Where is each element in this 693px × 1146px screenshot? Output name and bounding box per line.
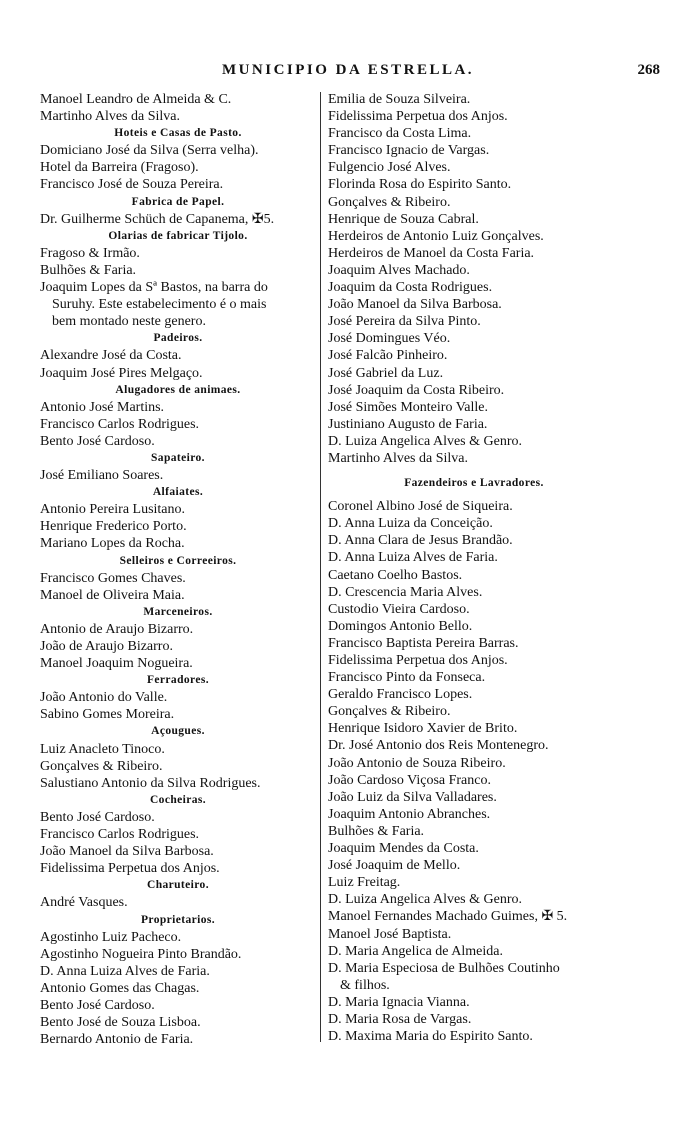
list-item: Agostinho Luiz Pacheco.	[40, 929, 182, 945]
page-title: MUNICIPIO DA ESTRELLA.	[221, 62, 475, 78]
list-item: Joaquim José Pires Melgaço.	[40, 365, 203, 381]
list-item-continuation: bem montado neste genero.	[52, 314, 206, 330]
list-item: José Joaquim de Mello.	[328, 858, 461, 874]
list-item: Henrique de Souza Cabral.	[328, 211, 479, 227]
list-item: Geraldo Francisco Lopes.	[328, 687, 473, 703]
list-item: José Gabriel da Luz.	[328, 365, 444, 381]
list-item: Fidelissima Perpetua dos Anjos.	[40, 861, 220, 877]
list-item: José Emiliano Soares.	[40, 468, 164, 484]
section-heading: Proprietarios.	[140, 913, 216, 926]
left-column	[36, 91, 320, 1048]
list-item-continuation: & filhos.	[340, 977, 390, 993]
list-item: João Luiz da Silva Valladares.	[328, 789, 497, 805]
list-item: Antonio de Araujo Bizarro.	[40, 621, 194, 637]
list-item: José Simões Monteiro Valle.	[328, 399, 488, 415]
list-item: João Manoel da Silva Barbosa.	[328, 297, 502, 313]
list-item: João Antonio do Valle.	[40, 690, 168, 706]
list-item: Dr. Guilherme Schüch de Capanema, ✠5.	[40, 211, 275, 227]
list-item: D. Luiza Angelica Alves & Genro.	[328, 433, 523, 449]
list-item: Salustiano Antonio da Silva Rodrigues.	[40, 775, 261, 791]
list-item: D. Luiza Angelica Alves & Genro.	[328, 892, 523, 908]
list-item: Bento José de Souza Lisboa.	[40, 1015, 201, 1031]
page-header	[36, 62, 660, 84]
section-heading: Açougues.	[151, 725, 205, 738]
list-item: Bento José Cardoso.	[40, 809, 155, 825]
list-item: João Manoel da Silva Barbosa.	[40, 844, 214, 860]
list-item: Hotel da Barreira (Fragoso).	[40, 160, 199, 176]
list-item-continuation: Suruhy. Este estabelecimento é o mais	[52, 297, 267, 313]
list-item: Emilia de Souza Silveira.	[328, 92, 471, 107]
list-item: Joaquim Lopes da Sª Bastos, na barra do	[40, 280, 268, 296]
section-heading: Fazendeiros e Lavradores.	[404, 477, 544, 490]
list-item: Luiz Anacleto Tinoco.	[40, 741, 165, 757]
list-item: D. Maria Angelica de Almeida.	[328, 943, 503, 959]
list-item: Florinda Rosa do Espirito Santo.	[328, 177, 512, 193]
list-item: Manoel de Oliveira Maia.	[40, 587, 185, 603]
list-item: Antonio José Martins.	[40, 399, 165, 415]
section-heading: Fabrica de Papel.	[131, 195, 225, 208]
list-item: Francisco Carlos Rodrigues.	[40, 416, 200, 432]
list-item: Henrique Frederico Porto.	[40, 519, 187, 535]
list-item: Joaquim da Costa Rodrigues.	[328, 280, 493, 296]
list-item: Luiz Freitag.	[328, 875, 401, 891]
section-heading: Alugadores de animaes.	[115, 383, 241, 396]
list-item: Agostinho Nogueira Pinto Brandão.	[40, 946, 242, 962]
list-item: Bento José Cardoso.	[40, 433, 155, 449]
list-item: Fragoso & Irmão.	[40, 245, 140, 261]
list-item: José Domingues Véo.	[328, 331, 451, 347]
list-item: Bernardo Antonio de Faria.	[40, 1032, 194, 1048]
list-item: Gonçalves & Ribeiro.	[328, 704, 451, 720]
list-item: Gonçalves & Ribeiro.	[328, 194, 451, 210]
section-heading: Alfaiates.	[152, 486, 204, 499]
section-heading: Charuteiro.	[146, 879, 209, 892]
list-item: Manoel Leandro de Almeida & C.	[40, 92, 232, 107]
list-item: André Vasques.	[40, 895, 128, 911]
list-item: José Falcão Pinheiro.	[328, 348, 448, 364]
list-item: Martinho Alves da Silva.	[40, 109, 180, 125]
list-item: Bulhões & Faria.	[328, 823, 425, 839]
section-heading: Cocheiras.	[149, 793, 207, 806]
list-item: Bento José Cardoso.	[40, 997, 155, 1013]
list-item: Custodio Vieira Cardoso.	[328, 601, 470, 617]
list-item: Gonçalves & Ribeiro.	[40, 758, 163, 774]
list-item: Dr. José Antonio dos Reis Montenegro.	[328, 738, 549, 754]
list-item: D. Anna Luiza Alves de Faria.	[328, 550, 498, 566]
list-item: Sabino Gomes Moreira.	[40, 707, 175, 723]
list-item: Manoel Joaquim Nogueira.	[40, 656, 193, 672]
list-item: Fidelissima Perpetua dos Anjos.	[328, 653, 508, 668]
list-item: José Joaquim da Costa Ribeiro.	[328, 382, 505, 398]
list-item: D. Anna Clara de Jesus Brandão.	[328, 533, 513, 549]
list-item: João de Araujo Bizarro.	[40, 639, 173, 654]
list-item: João Antonio de Souza Ribeiro.	[328, 755, 506, 771]
list-item: José Pereira da Silva Pinto.	[328, 314, 481, 330]
section-heading: Hoteis e Casas de Pasto.	[114, 127, 242, 140]
list-item: Alexandre José da Costa.	[40, 348, 182, 364]
list-item: Francisco Pinto da Fonseca.	[328, 670, 486, 686]
list-item: D. Maria Rosa de Vargas.	[328, 1011, 472, 1027]
list-item: Francisco Baptista Pereira Barras.	[328, 635, 519, 651]
list-item: Francisco Gomes Chaves.	[40, 570, 186, 586]
list-item: Fulgencio José Alves.	[328, 160, 451, 176]
list-item: Domiciano José da Silva (Serra velha).	[40, 143, 259, 159]
list-item: Bulhões & Faria.	[40, 262, 137, 278]
section-heading: Marceneiros.	[143, 605, 213, 618]
list-item: Manoel Fernandes Machado Guimes, ✠ 5.	[328, 909, 568, 925]
list-item: Fidelissima Perpetua dos Anjos.	[328, 109, 508, 125]
list-item: Coronel Albino José de Siqueira.	[328, 499, 513, 515]
list-item: D. Anna Luiza da Conceição.	[328, 516, 493, 532]
list-item: Joaquim Antonio Abranches.	[328, 806, 491, 822]
list-item: Mariano Lopes da Rocha.	[40, 536, 185, 552]
list-item: D. Maria Especiosa de Bulhões Coutinho	[328, 960, 560, 976]
column-divider	[320, 92, 321, 1042]
list-item: Herdeiros de Manoel da Costa Faria.	[328, 245, 535, 261]
list-item: D. Maria Ignacia Vianna.	[328, 994, 470, 1010]
section-heading: Sapateiro.	[151, 451, 205, 464]
section-heading: Ferradores.	[147, 674, 209, 687]
list-item: Francisco da Costa Lima.	[328, 126, 472, 142]
list-item: Antonio Pereira Lusitano.	[40, 502, 186, 518]
list-item: Justiniano Augusto de Faria.	[328, 416, 488, 432]
list-item: Caetano Coelho Bastos.	[328, 567, 463, 583]
list-item: Antonio Gomes das Chagas.	[40, 980, 200, 996]
list-item: D. Maxima Maria do Espirito Santo.	[328, 1029, 533, 1045]
list-item: Domingos Antonio Bello.	[328, 618, 473, 634]
section-heading: Olarias de fabricar Tijolo.	[108, 229, 248, 242]
list-item: Henrique Isidoro Xavier de Brito.	[328, 721, 518, 737]
page-number: 268	[637, 62, 660, 78]
right-column	[324, 91, 624, 1045]
list-item: Joaquim Alves Machado.	[328, 262, 470, 278]
list-item: Manoel José Baptista.	[328, 926, 452, 942]
list-item: Herdeiros de Antonio Luiz Gonçalves.	[328, 228, 544, 244]
list-item: Francisco José de Souza Pereira.	[40, 177, 224, 193]
list-item: Joaquim Mendes da Costa.	[328, 841, 479, 857]
list-item: Martinho Alves da Silva.	[328, 450, 468, 466]
list-item: Francisco Carlos Rodrigues.	[40, 827, 200, 843]
section-heading: Padeiros.	[153, 332, 203, 345]
list-item: D. Crescencia Maria Alves.	[328, 584, 483, 600]
list-item: João Cardoso Viçosa Franco.	[328, 772, 491, 788]
list-item: Francisco Ignacio de Vargas.	[328, 143, 490, 159]
list-item: D. Anna Luiza Alves de Faria.	[40, 963, 210, 979]
section-heading: Selleiros e Correeiros.	[119, 554, 237, 567]
